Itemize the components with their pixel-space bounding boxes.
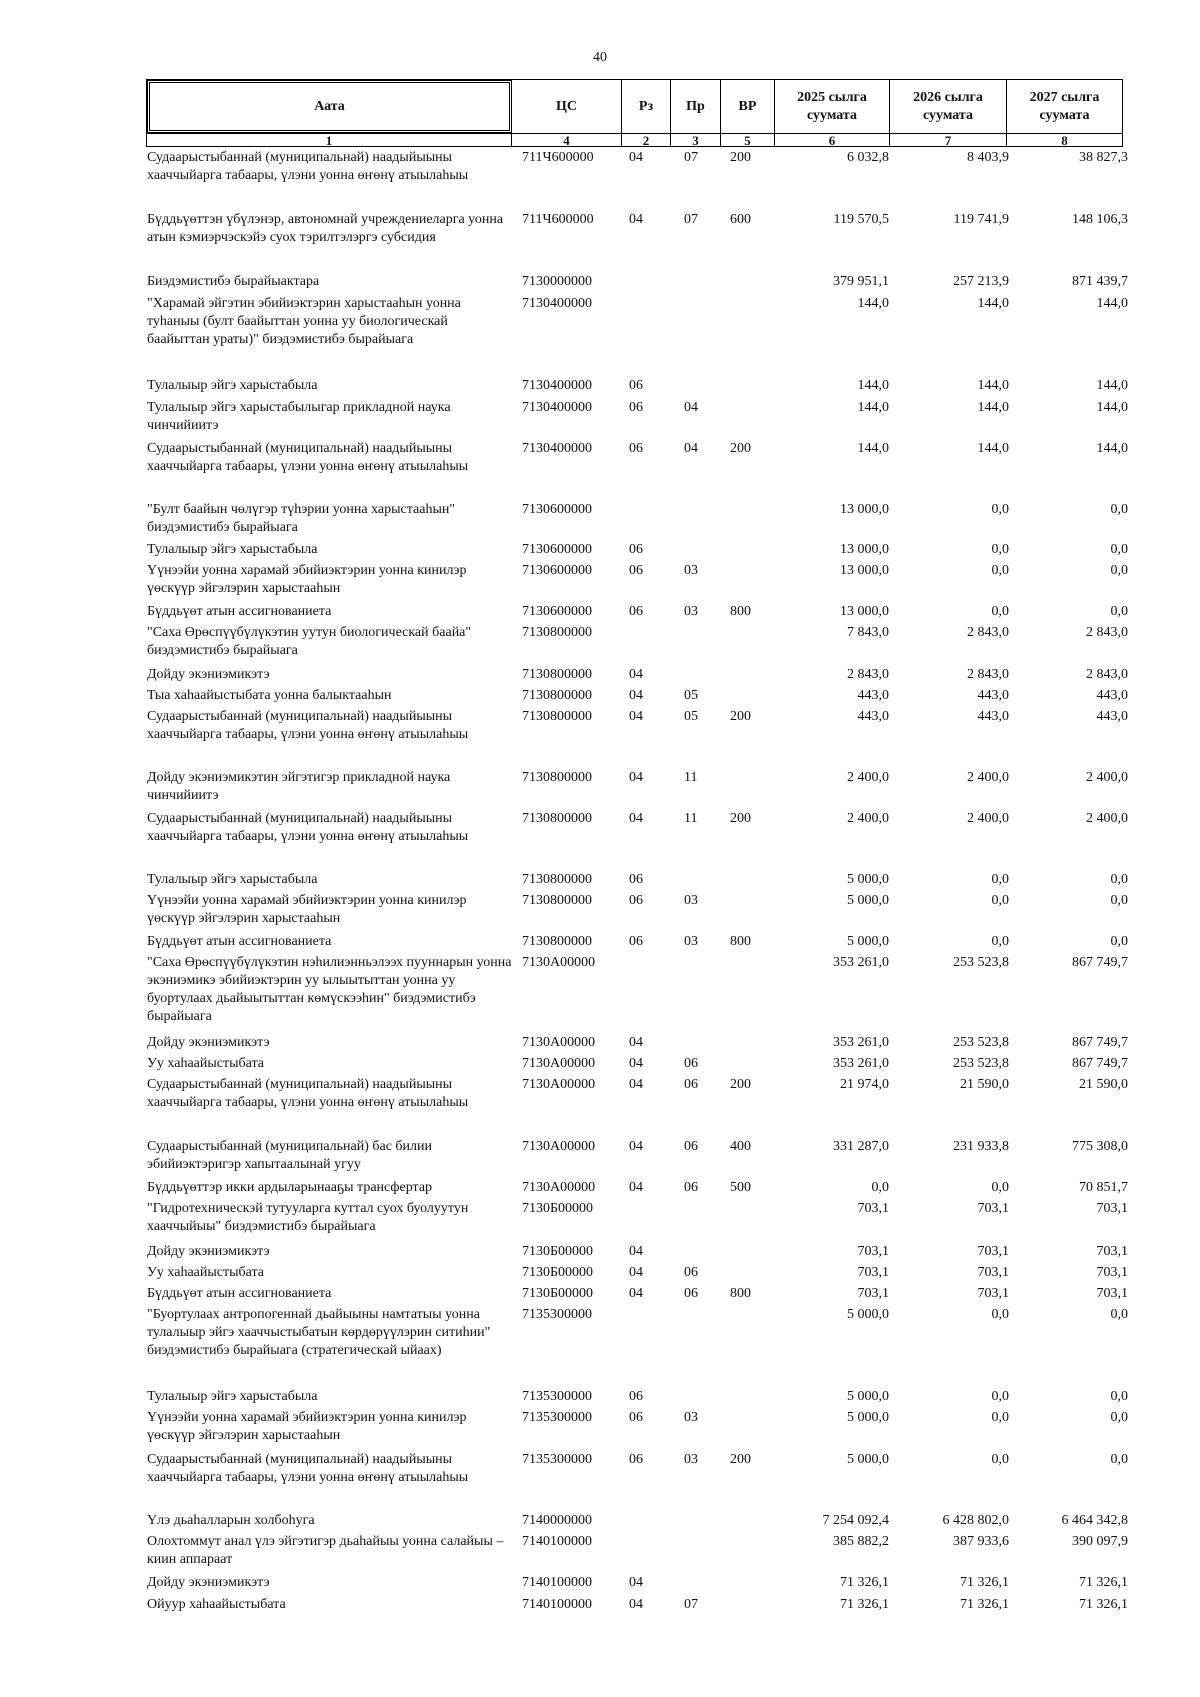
row-value-2027: 144,0	[1096, 378, 1128, 393]
row-rz: 04	[629, 1139, 643, 1154]
row-value-2026: 0,0	[991, 1389, 1009, 1404]
row-value-2025: 703,1	[857, 1265, 889, 1280]
row-value-2025: 71 326,1	[840, 1575, 889, 1590]
row-value-2027: 867 749,7	[1072, 1056, 1128, 1071]
row-rz: 04	[629, 1575, 643, 1590]
row-value-2027: 0,0	[1110, 872, 1128, 887]
row-pr: 03	[684, 1452, 698, 1467]
row-value-2025: 353 261,0	[833, 955, 889, 970]
row-value-2026: 144,0	[977, 441, 1009, 456]
row-value-2027: 2 400,0	[1086, 770, 1128, 785]
row-value-2027: 867 749,7	[1072, 1035, 1128, 1050]
row-value-2026: 253 523,8	[953, 955, 1009, 970]
row-value-2026: 703,1	[977, 1201, 1009, 1216]
row-name: Тыа хаһаайыстыбата уонна балыктааһын	[147, 688, 392, 703]
row-rz: 04	[629, 709, 643, 724]
row-cs: 711Ч600000	[522, 212, 594, 227]
row-name: Дойду экэниэмикэтин эйгэтигэр прикладной наука чинчийиитэ	[147, 770, 451, 803]
header-rz: Рз	[622, 80, 671, 133]
row-value-2025: 5 000,0	[847, 1452, 889, 1467]
row-cs: 711Ч600000	[522, 150, 594, 165]
row-value-2025: 2 400,0	[847, 811, 889, 826]
row-name: Тулалыыр эйгэ харыстабылыгар прикладной наука чинчийиитэ	[147, 400, 451, 433]
row-value-2026: 703,1	[977, 1265, 1009, 1280]
row-cs: 7130А00000	[522, 1056, 596, 1071]
row-value-2025: 13 000,0	[840, 563, 889, 578]
row-value-2026: 2 843,0	[967, 625, 1009, 640]
row-vr: 200	[730, 1077, 751, 1092]
row-value-2025: 379 951,1	[833, 274, 889, 289]
row-rz: 04	[629, 1597, 643, 1612]
row-value-2025: 703,1	[857, 1286, 889, 1301]
row-rz: 06	[629, 934, 643, 949]
row-rz: 04	[629, 1077, 643, 1092]
row-value-2026: 703,1	[977, 1244, 1009, 1259]
row-value-2027: 703,1	[1096, 1201, 1128, 1216]
row-rz: 04	[629, 1180, 643, 1195]
row-value-2027: 0,0	[1110, 1307, 1128, 1322]
row-cs: 7140100000	[522, 1534, 592, 1549]
row-pr: 07	[684, 1597, 698, 1612]
row-pr: 03	[684, 1410, 698, 1425]
row-value-2026: 144,0	[977, 296, 1009, 311]
row-value-2027: 0,0	[1110, 1452, 1128, 1467]
row-vr: 800	[730, 934, 751, 949]
row-name: Судаарыстыбаннай (муниципальнай) наадыйыыны хааччыйарга табаары, үлэни уонна өҥөнү атыылаһыы	[147, 441, 469, 474]
row-value-2025: 13 000,0	[840, 542, 889, 557]
row-name: Бүддьүөт атын ассигнованиета	[147, 604, 332, 619]
row-value-2026: 71 326,1	[960, 1575, 1009, 1590]
row-pr: 11	[684, 770, 698, 785]
row-value-2025: 0,0	[871, 1180, 889, 1195]
header-2025: 2025 сылга суумата	[775, 80, 890, 133]
row-rz: 06	[629, 1410, 643, 1425]
row-value-2027: 38 827,3	[1079, 150, 1128, 165]
row-cs: 7140100000	[522, 1597, 592, 1612]
row-value-2025: 6 032,8	[847, 150, 889, 165]
row-pr: 06	[684, 1265, 698, 1280]
row-cs: 7130Б00000	[522, 1201, 594, 1216]
row-value-2027: 144,0	[1096, 441, 1128, 456]
row-name: "Саха Өрөспүүбүлүкэтин уутун биологическай баайа" биэдэмистибэ бырайыага	[147, 625, 472, 658]
row-cs: 7130800000	[522, 625, 592, 640]
row-name: "Харамай эйгэтин эбийиэктэрин харыстааһын уонна туһаныы (булт баайыттан уонна уу биологическай баайыттан ураты)" биэдэмистибэ бырайыага	[147, 296, 461, 347]
row-cs: 7140000000	[522, 1513, 592, 1528]
row-value-2026: 2 400,0	[967, 770, 1009, 785]
row-name: Үүнээйи уонна харамай эбийиэктэрин уонна кинилэр үөскүүр эйгэлэрин харыстааһын	[147, 1410, 467, 1443]
row-cs: 7130400000	[522, 441, 592, 456]
row-value-2027: 0,0	[1110, 893, 1128, 908]
row-value-2027: 0,0	[1110, 563, 1128, 578]
row-value-2025: 144,0	[857, 400, 889, 415]
row-value-2025: 385 882,2	[833, 1534, 889, 1549]
row-name: Тулалыыр эйгэ харыстабыла	[147, 1389, 318, 1404]
row-vr: 800	[730, 1286, 751, 1301]
row-value-2027: 0,0	[1110, 502, 1128, 517]
row-name: Судаарыстыбаннай (муниципальнай) наадыйыыны хааччыйарга табаары, үлэни уонна өҥөнү атыылаһыы	[147, 1452, 469, 1485]
row-value-2025: 21 974,0	[840, 1077, 889, 1092]
row-value-2026: 0,0	[991, 502, 1009, 517]
row-value-2027: 0,0	[1110, 934, 1128, 949]
row-cs: 7130800000	[522, 709, 592, 724]
row-name: Уу хаһаайыстыбата	[147, 1056, 264, 1071]
row-rz: 04	[629, 1035, 643, 1050]
row-name: Судаарыстыбаннай (муниципальнай) наадыйыыны хааччыйарга табаары, үлэни уонна өҥөнү атыылаһыы	[147, 709, 469, 742]
row-value-2027: 0,0	[1110, 1389, 1128, 1404]
row-rz: 06	[629, 1452, 643, 1467]
row-cs: 7140100000	[522, 1575, 592, 1590]
row-rz: 06	[629, 542, 643, 557]
row-cs: 7130А00000	[522, 1139, 596, 1154]
row-rz: 06	[629, 893, 643, 908]
row-cs: 7130А00000	[522, 1180, 596, 1195]
row-name: Дойду экэниэмикэтэ	[147, 1244, 270, 1259]
header-2027: 2027 сылга суумата	[1029, 89, 1100, 123]
row-value-2027: 6 464 342,8	[1061, 1513, 1128, 1528]
row-rz: 04	[629, 688, 643, 703]
row-cs: 7130600000	[522, 542, 592, 557]
row-value-2025: 13 000,0	[840, 502, 889, 517]
row-pr: 06	[684, 1180, 698, 1195]
row-value-2026: 2 400,0	[967, 811, 1009, 826]
row-pr: 05	[684, 688, 698, 703]
row-value-2026: 144,0	[977, 378, 1009, 393]
row-value-2027: 390 097,9	[1072, 1534, 1128, 1549]
row-pr: 03	[684, 563, 698, 578]
row-value-2027: 71 326,1	[1079, 1597, 1128, 1612]
row-cs: 7130800000	[522, 893, 592, 908]
header-num-vr: 5	[721, 133, 775, 147]
row-name: Судаарыстыбаннай (муниципальнай) наадыйыыны хааччыйарга табаары, үлэни уонна өҥөнү атыылаһыы	[147, 811, 469, 844]
row-vr: 200	[730, 811, 751, 826]
row-pr: 03	[684, 893, 698, 908]
row-vr: 500	[730, 1180, 751, 1195]
row-rz: 04	[629, 667, 643, 682]
row-pr: 07	[684, 212, 698, 227]
row-value-2025: 2 843,0	[847, 667, 889, 682]
row-cs: 7130400000	[522, 296, 592, 311]
row-name: Судаарыстыбаннай (муниципальнай) наадыйыыны хааччыйарга табаары, үлэни уонна өҥөнү атыылаһыы	[147, 150, 469, 183]
row-rz: 04	[629, 150, 643, 165]
row-cs: 7130800000	[522, 688, 592, 703]
row-pr: 06	[684, 1139, 698, 1154]
header-num-2026: 7	[890, 133, 1007, 147]
header-vr: ВР	[721, 80, 775, 133]
row-cs: 7130600000	[522, 502, 592, 517]
row-value-2025: 2 400,0	[847, 770, 889, 785]
row-name: "Саха Өрөспүүбүлүкэтин нэһилиэнньэлээх пууннарын уонна экэниэмикэ эбийиэктэрин уу ылыытыттан уонна уу буортулаах дьайыытыттан көмүскээһин" биэдэмистибэ бырайыага	[147, 955, 512, 1024]
row-pr: 04	[684, 441, 698, 456]
row-name: Бүддьүөт атын ассигнованиета	[147, 934, 332, 949]
row-value-2025: 119 570,5	[833, 212, 889, 227]
row-value-2025: 353 261,0	[833, 1056, 889, 1071]
row-value-2025: 71 326,1	[840, 1597, 889, 1612]
row-value-2027: 148 106,3	[1072, 212, 1128, 227]
row-value-2027: 144,0	[1096, 400, 1128, 415]
row-value-2025: 7 254 092,4	[822, 1513, 889, 1528]
row-value-2026: 0,0	[991, 893, 1009, 908]
header-num-cs: 4	[512, 133, 622, 147]
row-vr: 400	[730, 1139, 751, 1154]
row-value-2027: 2 843,0	[1086, 667, 1128, 682]
row-name: "Гидротехническэй тутууларга куттал суох буолуутун хааччыйыы" биэдэмистибэ бырайыага	[147, 1201, 469, 1234]
row-value-2026: 387 933,6	[953, 1534, 1009, 1549]
row-value-2025: 443,0	[857, 709, 889, 724]
row-value-2025: 5 000,0	[847, 872, 889, 887]
row-value-2026: 2 843,0	[967, 667, 1009, 682]
row-cs: 7130А00000	[522, 955, 596, 970]
row-value-2027: 443,0	[1096, 709, 1128, 724]
row-pr: 06	[684, 1286, 698, 1301]
row-rz: 04	[629, 212, 643, 227]
row-value-2027: 71 326,1	[1079, 1575, 1128, 1590]
row-value-2026: 0,0	[991, 604, 1009, 619]
table-header	[146, 79, 1123, 147]
row-cs: 7130400000	[522, 378, 592, 393]
row-value-2027: 0,0	[1110, 1410, 1128, 1425]
row-cs: 7130800000	[522, 872, 592, 887]
row-rz: 04	[629, 811, 643, 826]
header-2026: 2026 сылга суумата	[890, 80, 1007, 133]
row-pr: 11	[684, 811, 698, 826]
row-name: Ойуур хаһаайыстыбата	[147, 1597, 286, 1612]
row-value-2026: 0,0	[991, 542, 1009, 557]
row-rz: 04	[629, 1244, 643, 1259]
header-pr: Пр	[671, 80, 721, 133]
row-value-2027: 2 843,0	[1086, 625, 1128, 640]
row-name: Тулалыыр эйгэ харыстабыла	[147, 378, 318, 393]
row-pr: 07	[684, 150, 698, 165]
row-value-2026: 0,0	[991, 1452, 1009, 1467]
row-value-2025: 703,1	[857, 1201, 889, 1216]
row-value-2025: 703,1	[857, 1244, 889, 1259]
row-value-2026: 443,0	[977, 688, 1009, 703]
row-value-2025: 5 000,0	[847, 1410, 889, 1425]
row-name: Олохтоммут анал үлэ эйгэтигэр дьаһайыы уонна салайыы – киин аппараат	[147, 1534, 504, 1567]
row-value-2025: 5 000,0	[847, 1307, 889, 1322]
row-value-2025: 5 000,0	[847, 893, 889, 908]
row-value-2026: 8 403,9	[967, 150, 1009, 165]
header-num-2027: 8	[1007, 133, 1122, 147]
header-name: Аата	[147, 80, 512, 133]
row-cs: 7135300000	[522, 1307, 592, 1322]
row-cs: 7130800000	[522, 667, 592, 682]
header-num-name: 1	[147, 133, 512, 147]
row-cs: 7130400000	[522, 400, 592, 415]
row-value-2026: 0,0	[991, 1410, 1009, 1425]
row-value-2025: 5 000,0	[847, 934, 889, 949]
row-name: Судаарыстыбаннай (муниципальнай) наадыйыыны хааччыйарга табаары, үлэни уонна өҥөнү атыылаһыы	[147, 1077, 469, 1110]
row-value-2026: 0,0	[991, 1307, 1009, 1322]
row-name: Бүддьүөттэн үбүлэнэр, автономнай учреждениеларга уонна атын кэмиэрчэскэйэ суох тэрилтэлэргэ субсидия	[147, 212, 504, 245]
row-cs: 7130Б00000	[522, 1265, 594, 1280]
row-name: "Буортулаах антропогеннай дьайыыны намтатыы уонна тулалыыр эйгэ хааччыстыбатын көрдөрүүлэрин ситиһии" биэдэмистибэ бырайыага (стратегическай ыйаах)	[147, 1307, 491, 1358]
row-name: Тулалыыр эйгэ харыстабыла	[147, 872, 318, 887]
row-value-2026: 119 741,9	[953, 212, 1009, 227]
row-value-2025: 144,0	[857, 378, 889, 393]
row-value-2025: 7 843,0	[847, 625, 889, 640]
row-rz: 06	[629, 872, 643, 887]
row-value-2025: 353 261,0	[833, 1035, 889, 1050]
row-value-2026: 71 326,1	[960, 1597, 1009, 1612]
row-value-2027: 0,0	[1110, 604, 1128, 619]
row-rz: 04	[629, 1265, 643, 1280]
row-value-2025: 13 000,0	[840, 604, 889, 619]
row-vr: 200	[730, 1452, 751, 1467]
row-cs: 7130Б00000	[522, 1286, 594, 1301]
row-cs: 7130А00000	[522, 1035, 596, 1050]
row-cs: 7135300000	[522, 1452, 592, 1467]
row-name: Үүнээйи уонна харамай эбийиэктэрин уонна кинилэр үөскүүр эйгэлэрин харыстааһын	[147, 563, 467, 596]
row-value-2027: 144,0	[1096, 296, 1128, 311]
row-vr: 200	[730, 150, 751, 165]
row-value-2026: 253 523,8	[953, 1035, 1009, 1050]
row-vr: 200	[730, 709, 751, 724]
row-name: Үлэ дьаһалларын холбоһуга	[147, 1513, 315, 1528]
row-value-2027: 703,1	[1096, 1286, 1128, 1301]
row-rz: 04	[629, 1286, 643, 1301]
row-rz: 06	[629, 400, 643, 415]
row-name: Дойду экэниэмикэтэ	[147, 1035, 270, 1050]
row-pr: 05	[684, 709, 698, 724]
row-cs: 7130А00000	[522, 1077, 596, 1092]
row-pr: 04	[684, 400, 698, 415]
row-value-2026: 257 213,9	[953, 274, 1009, 289]
row-value-2026: 0,0	[991, 563, 1009, 578]
row-cs: 7130800000	[522, 811, 592, 826]
row-name: Бүддьүөт атын ассигнованиета	[147, 1286, 332, 1301]
row-value-2025: 331 287,0	[833, 1139, 889, 1154]
row-rz: 04	[629, 770, 643, 785]
row-value-2025: 5 000,0	[847, 1389, 889, 1404]
row-pr: 03	[684, 604, 698, 619]
row-value-2026: 253 523,8	[953, 1056, 1009, 1071]
row-pr: 03	[684, 934, 698, 949]
row-value-2025: 144,0	[857, 441, 889, 456]
row-value-2026: 703,1	[977, 1286, 1009, 1301]
row-value-2026: 0,0	[991, 872, 1009, 887]
row-pr: 06	[684, 1056, 698, 1071]
row-value-2026: 0,0	[991, 934, 1009, 949]
row-value-2027: 867 749,7	[1072, 955, 1128, 970]
row-cs: 7135300000	[522, 1389, 592, 1404]
row-name: Дойду экэниэмикэтэ	[147, 1575, 270, 1590]
row-cs: 7130800000	[522, 770, 592, 785]
row-vr: 800	[730, 604, 751, 619]
row-cs: 7130000000	[522, 274, 592, 289]
row-rz: 06	[629, 604, 643, 619]
row-value-2027: 703,1	[1096, 1244, 1128, 1259]
row-rz: 06	[629, 563, 643, 578]
row-name: Судаарыстыбаннай (муниципальнай) бас билии эбийиэктэригэр хапытаалынай угуу	[147, 1139, 433, 1172]
row-value-2026: 144,0	[977, 400, 1009, 415]
row-cs: 7130800000	[522, 934, 592, 949]
row-value-2027: 2 400,0	[1086, 811, 1128, 826]
row-cs: 7135300000	[522, 1410, 592, 1425]
row-vr: 200	[730, 441, 751, 456]
header-num-rz: 2	[622, 133, 671, 147]
row-cs: 7130600000	[522, 604, 592, 619]
row-name: Биэдэмистибэ бырайыактара	[147, 274, 320, 289]
row-name: Уу хаһаайыстыбата	[147, 1265, 264, 1280]
row-value-2027: 70 851,7	[1079, 1180, 1128, 1195]
page-number: 40	[593, 50, 607, 65]
row-value-2026: 0,0	[991, 1180, 1009, 1195]
row-cs: 7130Б00000	[522, 1244, 594, 1259]
row-value-2027: 21 590,0	[1079, 1077, 1128, 1092]
row-value-2026: 231 933,8	[953, 1139, 1009, 1154]
row-value-2027: 443,0	[1096, 688, 1128, 703]
header-num-2025: 6	[775, 133, 890, 147]
row-name: Дойду экэниэмикэтэ	[147, 667, 270, 682]
header-cs: ЦС	[512, 80, 622, 133]
row-value-2026: 6 428 802,0	[942, 1513, 1009, 1528]
row-value-2026: 443,0	[977, 709, 1009, 724]
row-rz: 06	[629, 378, 643, 393]
row-cs: 7130600000	[522, 563, 592, 578]
row-name: Бүддьүөттэр икки ардыларынааҕы трансфертар	[147, 1180, 433, 1195]
row-pr: 06	[684, 1077, 698, 1092]
row-rz: 06	[629, 1389, 643, 1404]
row-value-2025: 443,0	[857, 688, 889, 703]
row-name: "Булт баайын чөлүгэр түһэрии уонна харыстааһын" биэдэмистибэ бырайыага	[147, 502, 456, 535]
row-value-2025: 144,0	[857, 296, 889, 311]
header-num-pr: 3	[671, 133, 721, 147]
row-name: Тулалыыр эйгэ харыстабыла	[147, 542, 318, 557]
row-value-2027: 0,0	[1110, 542, 1128, 557]
row-value-2027: 871 439,7	[1072, 274, 1128, 289]
row-name: Үүнээйи уонна харамай эбийиэктэрин уонна кинилэр үөскүүр эйгэлэрин харыстааһын	[147, 893, 467, 926]
row-rz: 06	[629, 441, 643, 456]
row-rz: 04	[629, 1056, 643, 1071]
row-vr: 600	[730, 212, 751, 227]
row-value-2026: 21 590,0	[960, 1077, 1009, 1092]
row-value-2027: 703,1	[1096, 1265, 1128, 1280]
row-value-2027: 775 308,0	[1072, 1139, 1128, 1154]
